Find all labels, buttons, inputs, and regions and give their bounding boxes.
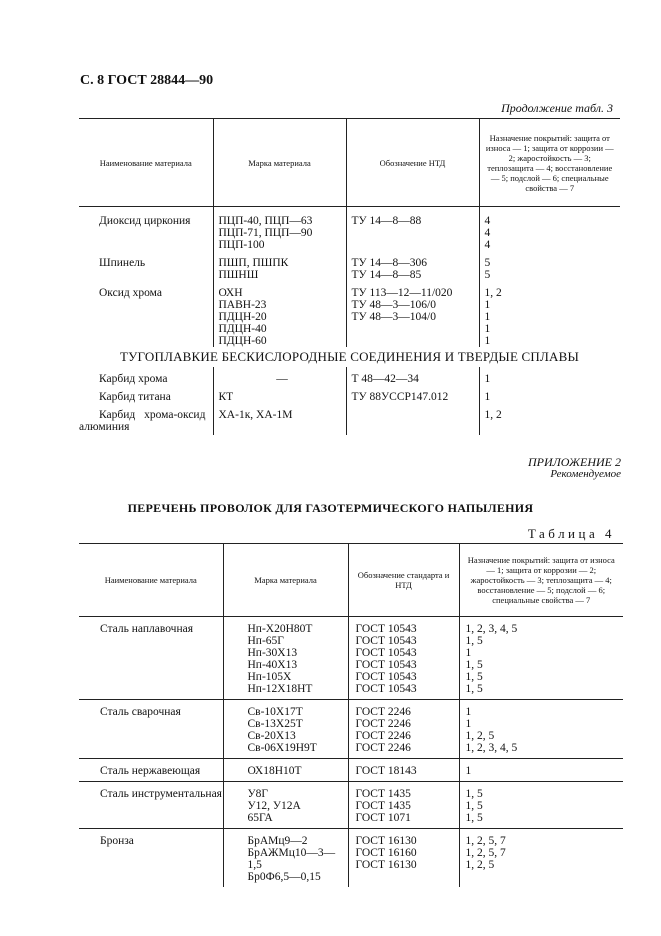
purpose-code [479, 207, 620, 252]
purpose-code-line: 1, 5 [465, 812, 483, 824]
material-name: Сталь нержавеющая [79, 759, 223, 782]
material-name: Диоксид циркония [99, 215, 191, 227]
standard-code [348, 829, 459, 888]
purpose-code-line: 4 [484, 227, 491, 239]
material-mark-line: Нп-30Х13 [247, 647, 298, 659]
ntd-code-line: ТУ 14—8—85 [351, 269, 422, 281]
ntd-code-line [352, 409, 479, 421]
material-name: Сталь наплавочная [100, 623, 193, 635]
purpose-code-line: 1 [484, 323, 491, 335]
material-mark-line: Бр0Ф6,5—0,15 [247, 871, 321, 883]
table-row [79, 207, 620, 252]
material-mark-line: ПЦП-71, ПЦП—90 [218, 227, 313, 239]
ntd-code-line [352, 227, 479, 239]
purpose-code-line: 1 [484, 299, 491, 311]
material-mark-line: Нп-Х20Н80Т [247, 623, 313, 635]
ntd-code [346, 207, 479, 252]
material-mark [213, 251, 346, 281]
continuation-label: Продолжение табл. 3 [501, 101, 613, 115]
purpose-code [479, 403, 620, 435]
ntd-code-line: ТУ 48—3—106/0 [351, 299, 436, 311]
table-row [79, 617, 623, 700]
ntd-code-line [352, 335, 479, 347]
standard-code-line: ГОСТ 16160 [355, 847, 417, 859]
purpose-code-line: 1 [484, 373, 491, 385]
purpose-code-line: 1 [465, 647, 472, 659]
material-name: Карбид титана [99, 391, 171, 403]
table-row [79, 251, 620, 281]
purpose-code-line: 1, 2, 5, 7 [465, 835, 506, 847]
t4-header-purpose: Назначение покрытий: защита от износа — 1; защита от коррозии — 2; жаростойкость — 3; теплозащита — 4; восстановление — 5; подслой — 6; специальные свойства — 7 [459, 544, 623, 617]
ntd-code-line [352, 323, 479, 335]
standard-code-line: ГОСТ 10543 [355, 647, 417, 659]
purpose-code [479, 281, 620, 347]
material-name: Карбид хрома-оксид алюминия [79, 409, 206, 433]
purpose-code-line: 1, 2, 3, 4, 5 [465, 623, 518, 635]
ntd-code [346, 385, 479, 403]
t4-header-mark: Марка материала [223, 544, 348, 617]
material-mark [213, 207, 346, 252]
purpose-code [459, 700, 623, 759]
material-mark [213, 385, 346, 403]
material-name: Бронза [79, 829, 223, 888]
appendix-title: ПЕРЕЧЕНЬ ПРОВОЛОК ДЛЯ ГАЗОТЕРМИЧЕСКОГО НАПЫЛЕНИЯ [127, 501, 534, 515]
purpose-code [479, 385, 620, 403]
material-mark [213, 367, 346, 385]
ntd-code [346, 367, 479, 385]
purpose-code-line: 1 [484, 391, 491, 403]
material-mark-line: Нп-105Х [247, 671, 292, 683]
material-mark-line: — [276, 373, 288, 385]
standard-code-line: ГОСТ 16130 [355, 859, 417, 871]
purpose-code-line: 1, 2, 5, 7 [465, 847, 506, 859]
purpose-code [459, 759, 623, 782]
material-mark-line: У8Г [247, 788, 269, 800]
table-4-label: Таблица 4 [527, 526, 615, 541]
material-mark-line: ХА-1к, ХА-1М [218, 409, 293, 421]
standard-code-line: ГОСТ 1435 [355, 788, 411, 800]
ntd-code-line: ТУ 48—3—104/0 [351, 311, 436, 323]
material-mark-line: ПЦП-100 [218, 239, 265, 251]
standard-code-line: ГОСТ 10543 [355, 623, 417, 635]
table-row [79, 700, 623, 759]
material-mark-line: БрАЖМц10—3—1,5 [247, 847, 336, 871]
purpose-code-line: 1 [484, 311, 491, 323]
standard-code [348, 700, 459, 759]
table-4 [79, 543, 623, 887]
material-mark-line: ОХ18Н10Т [247, 765, 302, 777]
material-mark-line: ПДЦН-60 [218, 335, 267, 347]
purpose-code-line: 1, 2 [484, 287, 502, 299]
table-row [79, 759, 623, 782]
ntd-code-line: ТУ 113—12—11/020 [351, 287, 453, 299]
standard-code-line: ГОСТ 1435 [355, 800, 411, 812]
standard-code-line: ГОСТ 2246 [355, 718, 411, 730]
material-mark [223, 700, 348, 759]
material-name: Оксид хрома [99, 287, 162, 299]
purpose-code-line: 5 [484, 269, 491, 281]
material-mark-line: Св-06Х19Н9Т [247, 742, 317, 754]
purpose-code-line: 1, 2 [484, 409, 502, 421]
ntd-code-line: ТУ 14—8—306 [351, 257, 428, 269]
standard-code [348, 617, 459, 700]
material-mark-line: У12, У12А [247, 800, 301, 812]
material-mark-line: КТ [218, 391, 234, 403]
standard-code-line: ГОСТ 1071 [355, 812, 411, 824]
material-mark-line: ОХН [218, 287, 243, 299]
purpose-code [479, 367, 620, 385]
ntd-code-line: Т 48—42—34 [351, 373, 419, 385]
material-name: Шпинель [99, 257, 146, 269]
purpose-code [459, 782, 623, 829]
purpose-code-line: 1, 5 [465, 635, 483, 647]
material-mark-line: ПШНШ [218, 269, 259, 281]
purpose-code-line: 1 [465, 765, 472, 777]
ntd-code-line: ТУ 88УССР147.012 [351, 391, 449, 403]
material-mark [213, 403, 346, 435]
standard-code-line: ГОСТ 10543 [355, 635, 417, 647]
table-row [79, 367, 620, 385]
purpose-code [459, 829, 623, 888]
t3-header-purpose: Назначение покрытий: защита от износа — 1; защита от коррозии — 2; жаростойкость — 3; теплозащита — 4; восстановление — 5; подслой — 6; специальные свойства — 7 [479, 119, 620, 207]
table-3 [79, 118, 620, 435]
purpose-code-line: 1, 5 [465, 788, 483, 800]
t3-header-mark: Марка материала [213, 119, 346, 207]
material-mark [223, 617, 348, 700]
material-mark-line: ПЦП-40, ПЦП—63 [218, 215, 313, 227]
appendix-label: ПРИЛОЖЕНИЕ 2 [528, 455, 621, 469]
purpose-code [479, 251, 620, 281]
purpose-code-line: 1 [465, 706, 472, 718]
t4-header-std: Обозначение стандарта и НТД [348, 544, 459, 617]
material-mark [213, 281, 346, 347]
purpose-code-line: 4 [484, 239, 491, 251]
ntd-code [346, 403, 479, 435]
standard-code-line: ГОСТ 18143 [355, 765, 417, 777]
material-mark-line: БрАМц9—2 [247, 835, 308, 847]
purpose-code-line: 1, 5 [465, 683, 483, 695]
purpose-code-line: 4 [484, 215, 491, 227]
table-row [79, 782, 623, 829]
appendix-label-block [528, 455, 621, 480]
purpose-code-line: 1, 2, 5 [465, 859, 495, 871]
purpose-code-line: 5 [484, 257, 491, 269]
t4-header-name: Наименование материала [104, 575, 197, 585]
standard-code [348, 759, 459, 782]
appendix-sub: Рекомендуемое [550, 468, 621, 480]
standard-code-line: ГОСТ 10543 [355, 671, 417, 683]
ntd-code-line: ТУ 14—8—88 [351, 215, 422, 227]
material-name: Сталь сварочная [79, 700, 223, 759]
material-mark-line: 65ГА [247, 812, 273, 824]
material-name: Карбид хрома [99, 373, 168, 385]
ntd-code [346, 251, 479, 281]
material-mark [223, 829, 348, 888]
material-mark-line: Св-10Х17Т [247, 706, 303, 718]
material-mark-line: Нп-40Х13 [247, 659, 298, 671]
standard-code-line: ГОСТ 10543 [355, 659, 417, 671]
table-row [79, 829, 623, 888]
table-row [79, 385, 620, 403]
purpose-code-line: 1 [484, 335, 491, 347]
material-mark-line: ПШП, ПШПК [218, 257, 289, 269]
t3-header-ntd: Обозначение НТД [346, 119, 479, 207]
purpose-code-line: 1, 2, 5 [465, 730, 495, 742]
purpose-code-line: 1, 5 [465, 800, 483, 812]
purpose-code-line: 1, 5 [465, 671, 483, 683]
material-mark-line: ПАВН-23 [218, 299, 267, 311]
table-row [79, 403, 620, 435]
material-mark [223, 759, 348, 782]
standard-code-line: ГОСТ 16130 [355, 835, 417, 847]
table-row [79, 281, 620, 347]
standard-code-line: ГОСТ 2246 [355, 706, 411, 718]
material-mark-line: ПДЦН-20 [218, 311, 267, 323]
standard-code-line: ГОСТ 2246 [355, 742, 411, 754]
standard-code-line: ГОСТ 10543 [355, 683, 417, 695]
material-mark-line: Нп-12Х18НТ [247, 683, 313, 695]
material-name: Сталь инструментальная [79, 782, 223, 829]
ntd-code [346, 281, 479, 347]
material-mark-line: Нп-65Г [247, 635, 284, 647]
material-mark-line: ПДЦН-40 [218, 323, 267, 335]
material-mark-line: Св-13Х25Т [247, 718, 303, 730]
purpose-code-line: 1 [465, 718, 472, 730]
purpose-code [459, 617, 623, 700]
purpose-code-line: 1, 5 [465, 659, 483, 671]
standard-code [348, 782, 459, 829]
t3-header-name: Наименование материала [99, 157, 192, 168]
ntd-code-line [352, 239, 479, 251]
standard-code-line: ГОСТ 2246 [355, 730, 411, 742]
purpose-code-line: 1, 2, 3, 4, 5 [465, 742, 518, 754]
material-mark [223, 782, 348, 829]
material-mark-line: Св-20Х13 [247, 730, 296, 742]
section-title: ТУГОПЛАВКИЕ БЕСКИСЛОРОДНЫЕ СОЕДИНЕНИЯ И ТВЕРДЫЕ СПЛАВЫ [119, 349, 580, 364]
page-header: С. 8 ГОСТ 28844—90 [80, 73, 214, 88]
